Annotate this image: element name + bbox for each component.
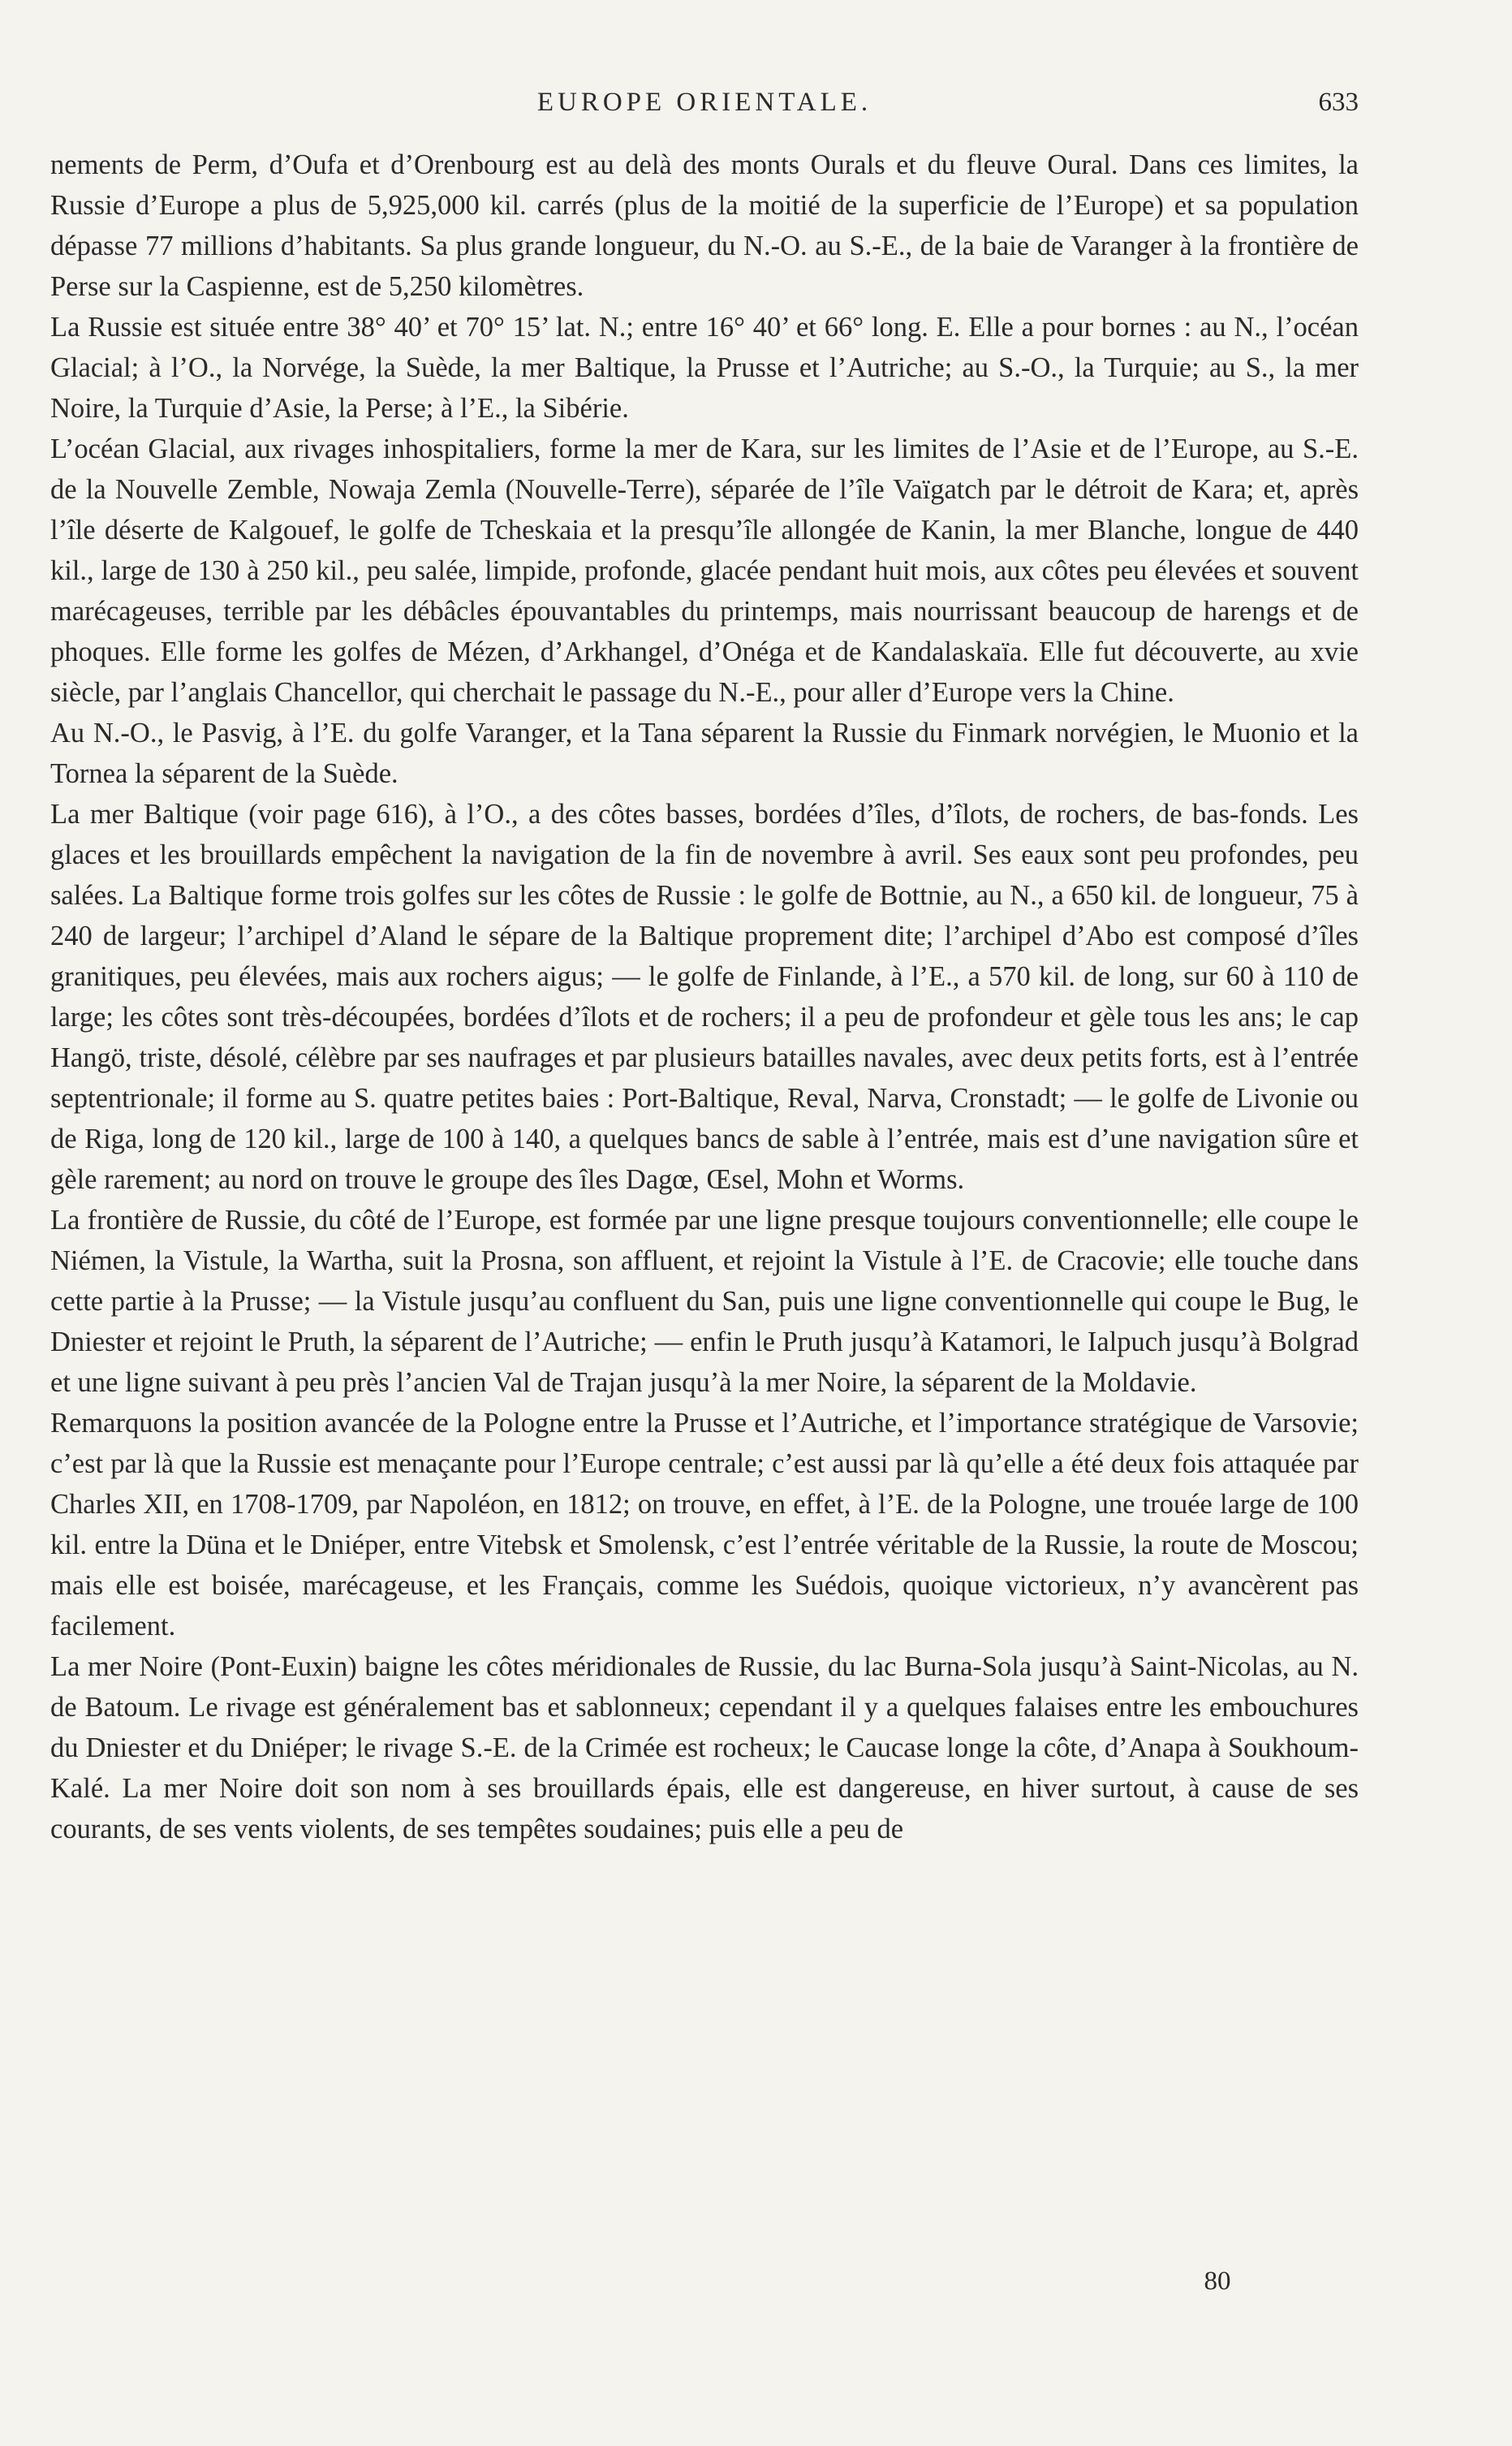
paragraph-1: nements de Perm, d’Oufa et d’Orenbourg est au delà des monts Ourals et du fleuve Oural. Dans ces limites, la Russie d’Europe a plus de 5,925,000 kil. carrés (plus de la moitié de la superficie de l’Europe) et sa population dépasse 77 millions d’habitants. Sa plus grande longueur, du N.-O. au S.-E., de la baie de Varanger à la frontière de Perse sur la Caspienne, est de 5,250 kilomètres. xyxy=(50,149,1359,302)
page xyxy=(50,88,1359,1849)
body-text xyxy=(50,145,1359,1849)
paragraph-6: La frontière de Russie, du côté de l’Europe, est formée par une ligne presque toujours conventionnelle; elle coupe le Niémen, la Vistule, la Wartha, suit la Prosna, son affluent, et rejoint la Vistule à l’E. de Cracovie; elle touche dans cette partie à la Prusse; — la Vistule jusqu’au confluent du San, puis une ligne conventionnelle qui coupe le Bug, le Dniester et rejoint le Pruth, la séparent de l’Autriche; — enfin le Pruth jusqu’à Katamori, le Ialpuch jusqu’à Bolgrad et une ligne suivant à peu près l’ancien Val de Trajan jusqu’à la mer Noire, la séparent de la Moldavie. xyxy=(50,1205,1359,1398)
paragraph-4: Au N.-O., le Pasvig, à l’E. du golfe Varanger, et la Tana séparent la Russie du Finmark norvégien, le Muonio et la Tornea la séparent de la Suède. xyxy=(50,718,1359,789)
paragraph-7: Remarquons la position avancée de la Pologne entre la Prusse et l’Autriche, et l’importance stratégique de Varsovie; c’est par là que la Russie est menaçante pour l’Europe centrale; c’est aussi par là qu’elle a été deux fois attaquée par Charles XII, en 1708-1709, par Napoléon, en 1812; on trouve, en effet, à l’E. de la Pologne, une trouée large de 100 kil. entre la Düna et le Dniéper, entre Vitebsk et Smolensk, c’est l’entrée véritable de la Russie, la route de Moscou; mais elle est boisée, marécageuse, et les Français, comme les Suédois, quoique victorieux, n’y avancèrent pas facilement. xyxy=(50,1408,1359,1641)
paragraph-8: La mer Noire (Pont-Euxin) baigne les côtes méridionales de Russie, du lac Burna-Sola jusqu’à Saint-Nicolas, au N. de Batoum. Le rivage est généralement bas et sablonneux; cependant il y a quelques falaises entre les embouchures du Dniester et du Dniéper; le rivage S.-E. de la Crimée est rocheux; le Caucase longe la côte, d’Anapa à Soukhoum-Kalé. La mer Noire doit son nom à ses brouillards épais, elle est dangereuse, en hiver surtout, à cause de ses courants, de ses vents violents, de ses tempêtes soudaines; puis elle a peu de xyxy=(50,1651,1359,1844)
running-head: EUROPE ORIENTALE. xyxy=(536,88,872,117)
paragraph-3: L’océan Glacial, aux rivages inhospitaliers, forme la mer de Kara, sur les limites de l’Asie et de l’Europe, au S.-E. de la Nouvelle Zemble, Nowaja Zemla (Nouvelle-Terre), séparée de l’île Vaïgatch par le détroit de Kara; et, après l’île déserte de Kalgouef, le golfe de Tcheskaia et la presqu’île allongée de Kanin, la mer Blanche, longue de 440 kil., large de 130 à 250 kil., peu salée, limpide, profonde, glacée pendant huit mois, aux côtes peu élevées et souvent marécageuses, terrible par les débâcles épouvantables du printemps, mais nourrissant beaucoup de harengs et de phoques. Elle forme les golfes de Mézen, d’Arkhangel, d’Onéga et de Kandalaskaïa. Elle fut découverte, au xvie siècle, par l’anglais Chancellor, qui cherchait le passage du N.-E., pour aller d’Europe vers la Chine. xyxy=(50,434,1359,708)
signature-mark: 80 xyxy=(1204,2267,1231,2296)
paragraph-5: La mer Baltique (voir page 616), à l’O., a des côtes basses, bordées d’îles, d’îlots, de rochers, de bas-fonds. Les glaces et les brouillards empêchent la navigation de la fin de novembre à avril. Ses eaux sont peu profondes, peu salées. La Baltique forme trois golfes sur les côtes de Russie : le golfe de Bottnie, au N., a 650 kil. de longueur, 75 à 240 de largeur; l’archipel d’Aland le sépare de la Baltique proprement dite; l’archipel d’Abo est composé d’îles granitiques, peu élevées, mais aux rochers aigus; — le golfe de Finlande, à l’E., a 570 kil. de long, sur 60 à 110 de large; les côtes sont très-découpées, bordées d’îlots et de rochers; il a peu de profondeur et gèle tous les ans; le cap Hangö, triste, désolé, célèbre par ses naufrages et par plusieurs batailles navales, avec deux petits forts, est à l’entrée septentrionale; il forme au S. quatre petites baies : Port-Baltique, Reval, Narva, Cronstadt; — le golfe de Livonie ou de Riga, long de 120 kil., large de 100 à 140, a quelques bancs de sable à l’entrée, mais est d’une navigation sûre et gèle rarement; au nord on trouve le groupe des îles Dagœ, Œsel, Mohn et Worms. xyxy=(50,799,1359,1195)
page-number: 633 xyxy=(1318,88,1359,117)
paragraph-2: La Russie est située entre 38° 40’ et 70° 15’ lat. N.; entre 16° 40’ et 66° long. E. Elle a pour bornes : au N., l’océan Glacial; à l’O., la Norvége, la Suède, la mer Baltique, la Prusse et l’Autriche; au S.-O., la Turquie; au S., la mer Noire, la Turquie d’Asie, la Perse; à l’E., la Sibérie. xyxy=(50,312,1359,424)
header xyxy=(50,88,1359,133)
